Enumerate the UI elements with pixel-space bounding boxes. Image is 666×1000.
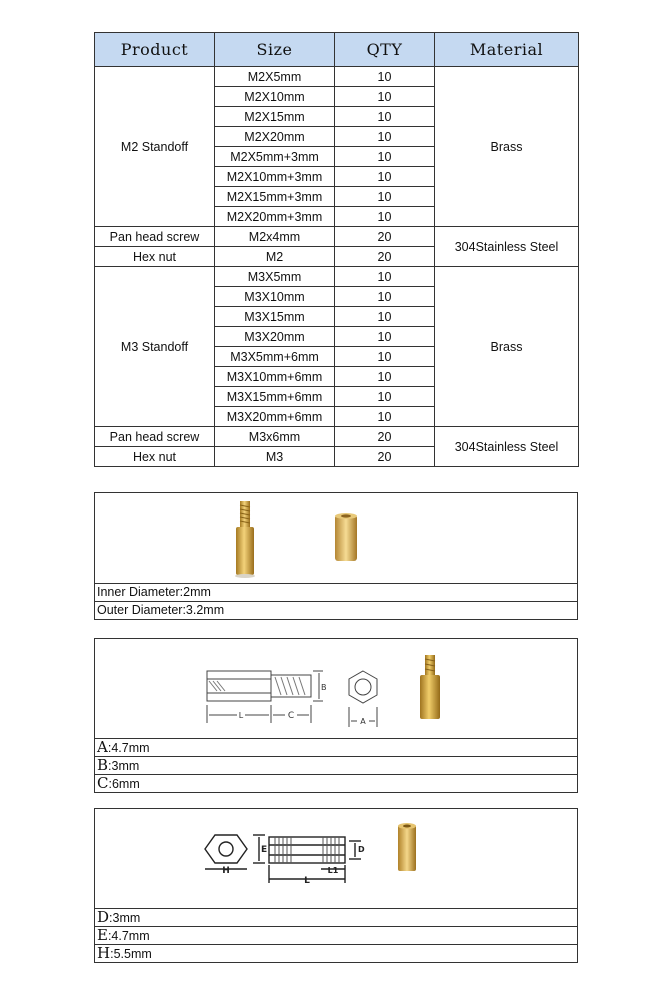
qty-cell: 10: [335, 407, 435, 427]
ff-standoff-drawing: [95, 809, 577, 909]
header-material: Material: [435, 33, 579, 67]
product-cell: Hex nut: [95, 247, 215, 267]
size-cell: M2: [215, 247, 335, 267]
mf-standoff-photo: [415, 653, 445, 721]
ff-standoff-box: [94, 808, 578, 963]
table-row: [95, 227, 579, 247]
qty-cell: 10: [335, 367, 435, 387]
qty-cell: 10: [335, 327, 435, 347]
header-size: Size: [215, 33, 335, 67]
label-l1: L1: [327, 866, 339, 875]
size-cell: M2X20mm: [215, 127, 335, 147]
size-cell: M3X20mm: [215, 327, 335, 347]
size-cell: M2X10mm: [215, 87, 335, 107]
mf-standoff-drawing: [95, 639, 577, 739]
size-cell: M3X20mm+6mm: [215, 407, 335, 427]
dimension-a-letter: A: [97, 738, 108, 756]
female-standoff-image: [331, 511, 361, 565]
size-cell: M2x4mm: [215, 227, 335, 247]
ff-dimension-diagram: [195, 821, 475, 891]
dimension-b-row: [95, 757, 577, 775]
size-cell: M3X5mm: [215, 267, 335, 287]
dimension-e-row: [95, 927, 577, 945]
dimension-d-letter: D: [97, 908, 110, 926]
material-cell: Brass: [435, 67, 579, 227]
product-cell: Pan head screw: [95, 227, 215, 247]
standoff-photos: [95, 493, 577, 584]
qty-cell: 20: [335, 427, 435, 447]
table-row: [95, 67, 579, 87]
header-row: [95, 33, 579, 67]
label-c: C: [287, 711, 295, 721]
mf-standoff-box: [94, 638, 578, 793]
label-h: H: [222, 866, 230, 876]
size-cell: M2X5mm: [215, 67, 335, 87]
size-cell: M3X15mm: [215, 307, 335, 327]
size-cell: M3X10mm+6mm: [215, 367, 335, 387]
header-product: Product: [95, 33, 215, 67]
inner-diameter-row: Inner Diameter:2mm: [95, 584, 577, 602]
dimension-b-value: :3mm: [108, 759, 140, 773]
label-e: E: [261, 845, 268, 855]
dimension-d-value: :3mm: [109, 911, 141, 925]
qty-cell: 10: [335, 147, 435, 167]
product-cell: M2 Standoff: [95, 67, 215, 227]
size-cell: M2X15mm+3mm: [215, 187, 335, 207]
qty-cell: 20: [335, 247, 435, 267]
qty-cell: 10: [335, 167, 435, 187]
product-cell: M3 Standoff: [95, 267, 215, 427]
dimension-h-value: :5.5mm: [110, 947, 152, 961]
dimension-d-row: [95, 909, 577, 927]
dimension-c-letter: C: [97, 774, 109, 792]
qty-cell: 20: [335, 227, 435, 247]
dimension-a-row: [95, 739, 577, 757]
ff-standoff-photo: [395, 821, 419, 875]
qty-cell: 10: [335, 87, 435, 107]
material-cell: Brass: [435, 267, 579, 427]
dimension-e-letter: E: [97, 926, 108, 944]
size-cell: M3X5mm+6mm: [215, 347, 335, 367]
dimension-a-value: :4.7mm: [107, 741, 150, 755]
dimension-c-row: [95, 775, 577, 792]
qty-cell: 10: [335, 347, 435, 367]
size-cell: M3X10mm: [215, 287, 335, 307]
dimension-c-value: :6mm: [108, 777, 140, 791]
size-cell: M3x6mm: [215, 427, 335, 447]
diameter-box: [94, 492, 578, 620]
dimension-e-value: :4.7mm: [107, 929, 150, 943]
qty-cell: 10: [335, 127, 435, 147]
mf-dimension-diagram: [195, 653, 435, 731]
table-row: [95, 427, 579, 447]
label-l: L: [304, 876, 310, 886]
dimension-b-letter: B: [97, 756, 109, 774]
dimension-h-letter: H: [97, 944, 111, 962]
material-cell: 304Stainless Steel: [435, 427, 579, 467]
outer-diameter-row: Outer Diameter:3.2mm: [97, 603, 225, 617]
size-cell: M2X10mm+3mm: [215, 167, 335, 187]
size-cell: M3X15mm+6mm: [215, 387, 335, 407]
qty-cell: 10: [335, 187, 435, 207]
label-d: D: [358, 845, 365, 854]
product-cell: Pan head screw: [95, 427, 215, 447]
label-l: L: [238, 711, 244, 720]
qty-cell: 10: [335, 267, 435, 287]
label-a: A: [360, 717, 366, 726]
size-cell: M3: [215, 447, 335, 467]
product-cell: Hex nut: [95, 447, 215, 467]
table-row: [95, 267, 579, 287]
qty-cell: 10: [335, 307, 435, 327]
qty-cell: 10: [335, 107, 435, 127]
size-cell: M2X5mm+3mm: [215, 147, 335, 167]
qty-cell: 10: [335, 67, 435, 87]
size-cell: M2X20mm+3mm: [215, 207, 335, 227]
male-female-standoff-image: [229, 499, 261, 579]
size-cell: M2X15mm: [215, 107, 335, 127]
spec-table: [94, 32, 579, 467]
qty-cell: 10: [335, 387, 435, 407]
label-b: B: [321, 683, 327, 692]
qty-cell: 10: [335, 287, 435, 307]
dimension-h-row: [95, 945, 577, 962]
header-qty: QTY: [335, 33, 435, 67]
material-cell: 304Stainless Steel: [435, 227, 579, 267]
qty-cell: 10: [335, 207, 435, 227]
qty-cell: 20: [335, 447, 435, 467]
